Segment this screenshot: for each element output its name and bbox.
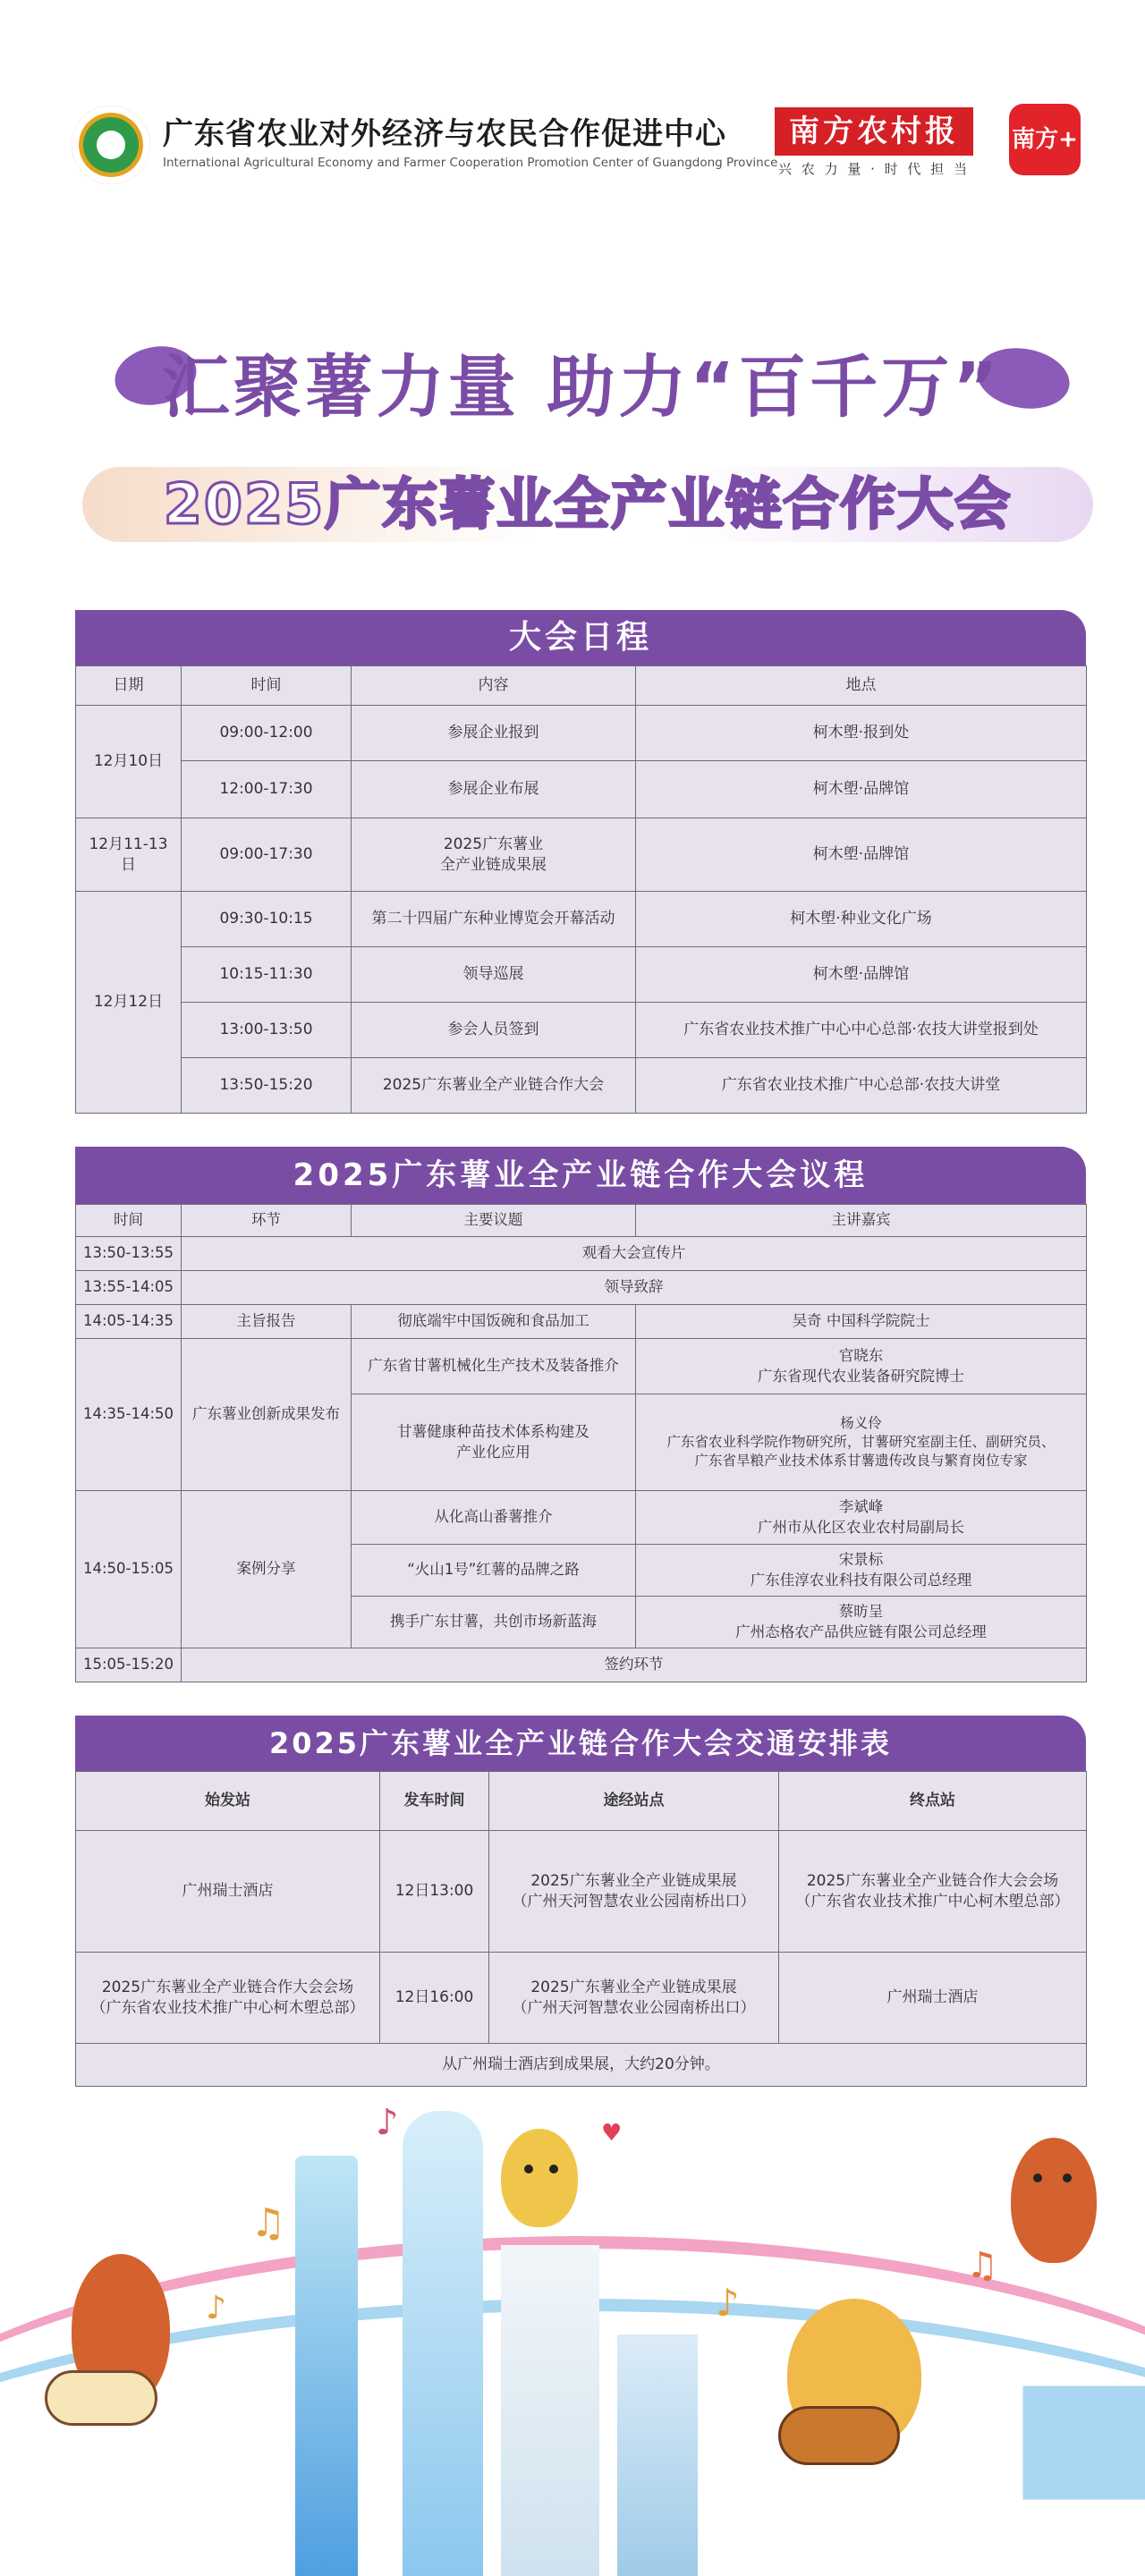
canton-tower-icon: [403, 2111, 483, 2576]
table-header-row: [76, 1205, 1087, 1237]
col-header: 终点站: [779, 1772, 1087, 1831]
guitar-icon: [778, 2406, 900, 2465]
time-cell: 09:00-12:00: [182, 706, 352, 761]
col-header: 途经站点: [489, 1772, 779, 1831]
time-cell: 12日16:00: [380, 1953, 489, 2044]
guitar-icon: [45, 2370, 157, 2426]
place-cell: 柯木塱·种业文化广场: [636, 892, 1087, 947]
schedule-title: 大会日程: [75, 610, 1086, 665]
newspaper-logo: 南方农村报: [775, 107, 973, 156]
eye-icon: [524, 2165, 533, 2174]
to-cell: 2025广东薯业全产业链合作大会会场 （广东省农业技术推广中心柯木塱总部）: [779, 1831, 1087, 1953]
place-cell: 柯木塱·报到处: [636, 706, 1087, 761]
topic-cell: “火山1号”红薯的品牌之路: [352, 1545, 636, 1597]
slogan: 汇聚薯力量 助力“百千万”: [161, 347, 1002, 427]
table-row: [76, 1953, 1087, 2044]
time-cell: 13:55-14:05: [76, 1271, 182, 1305]
transport-title: 2025广东薯业全产业链合作大会交通安排表: [75, 1716, 1086, 1771]
time-cell: 13:00-13:50: [182, 1003, 352, 1058]
content-cell: 参展企业布展: [352, 761, 636, 818]
speaker-cell: 杨义伶 广东省农业科学院作物研究所，甘薯研究室副主任、副研究员、 广东省旱粮产业技术体系甘薯遗传改良与繁育岗位专家: [636, 1394, 1087, 1491]
music-note-icon: ♫: [966, 2245, 998, 2286]
speaker-cell: 吴奇 中国科学院院士: [636, 1305, 1087, 1339]
segment-cell: 广东薯业创新成果发布: [182, 1339, 352, 1491]
date-cell: 12月10日: [76, 706, 182, 818]
tower-icon: [295, 2156, 358, 2576]
segment-cell: 案例分享: [182, 1491, 352, 1648]
segment-cell: 主旨报告: [182, 1305, 352, 1339]
speaker-cell: 李斌峰 广州市从化区农业农村局副局长: [636, 1491, 1087, 1545]
potato-mascot-icon: [501, 2129, 578, 2227]
newspaper-slogan: 兴 农 力 量 · 时 代 担 当: [778, 161, 970, 177]
table-row: [76, 1058, 1087, 1114]
table-row: [76, 1237, 1087, 1271]
table-row: [76, 1831, 1087, 1953]
topic-cell: 甘薯健康种苗技术体系构建及 产业化应用: [352, 1394, 636, 1491]
content-cell: 第二十四届广东种业博览会开幕活动: [352, 892, 636, 947]
time-cell: 14:35-14:50: [76, 1339, 182, 1491]
heart-icon: ♥: [601, 2120, 623, 2147]
from-cell: 2025广东薯业全产业链合作大会会场 （广东省农业技术推广中心柯木塱总部）: [76, 1953, 380, 2044]
building-icon: [617, 2334, 698, 2576]
table-row: [76, 2044, 1087, 2087]
col-header: 地点: [636, 666, 1087, 706]
org-name-cn: 广东省农业对外经济与农民合作促进中心: [163, 116, 726, 152]
merged-cell: 签约环节: [182, 1648, 1087, 1682]
time-cell: 10:15-11:30: [182, 947, 352, 1003]
place-cell: 柯木塱·品牌馆: [636, 761, 1087, 818]
col-header: 时间: [182, 666, 352, 706]
content-cell: 2025广东薯业全产业链合作大会: [352, 1058, 636, 1114]
table-row: [76, 1271, 1087, 1305]
main-title: 2025广东薯业全产业链合作大会: [163, 471, 1013, 537]
music-note-icon: ♫: [250, 2200, 286, 2246]
col-header: 始发站: [76, 1772, 380, 1831]
date-cell: 12月12日: [76, 892, 182, 1114]
time-cell: 09:30-10:15: [182, 892, 352, 947]
time-cell: 09:00-17:30: [182, 818, 352, 892]
content-cell: 参会人员签到: [352, 1003, 636, 1058]
table-row: [76, 706, 1087, 761]
col-header: 时间: [76, 1205, 182, 1237]
from-cell: 广州瑞士酒店: [76, 1831, 380, 1953]
table-row: [76, 1491, 1087, 1545]
place-cell: 柯木塱·品牌馆: [636, 818, 1087, 892]
time-cell: 12日13:00: [380, 1831, 489, 1953]
table-row: [76, 892, 1087, 947]
music-note-icon: ♪: [376, 2102, 399, 2143]
col-header: 主要议题: [352, 1205, 636, 1237]
topic-cell: 携手广东甘薯，共创市场新蓝海: [352, 1597, 636, 1648]
time-cell: 14:50-15:05: [76, 1491, 182, 1648]
footer-illustration: [0, 2102, 1145, 2576]
col-header: 内容: [352, 666, 636, 706]
table-row: [76, 1648, 1087, 1682]
table-header-row: [76, 1772, 1087, 1831]
speaker-cell: 宋景标 广东佳淳农业科技有限公司总经理: [636, 1545, 1087, 1597]
table-row: [76, 818, 1087, 892]
eye-icon: [1033, 2174, 1042, 2182]
to-cell: 广州瑞士酒店: [779, 1953, 1087, 2044]
table-row: [76, 947, 1087, 1003]
table-row: [76, 1305, 1087, 1339]
transport-note: 从广州瑞士酒店到成果展，大约20分钟。: [76, 2044, 1087, 2087]
topic-cell: 彻底端牢中国饭碗和食品加工: [352, 1305, 636, 1339]
table-row: [76, 1003, 1087, 1058]
org-name-en: International Agricultural Economy and Farmer Cooperation Promotion Center of Guangdong Province: [163, 156, 778, 170]
potato-mascot-icon: [1011, 2138, 1097, 2263]
table-row: [76, 1339, 1087, 1394]
building-icon: [501, 2245, 599, 2576]
music-note-icon: ♪: [206, 2290, 226, 2326]
content-cell: 2025广东薯业 全产业链成果展: [352, 818, 636, 892]
agenda-title: 2025广东薯业全产业链合作大会议程: [75, 1147, 1086, 1204]
time-cell: 14:05-14:35: [76, 1305, 182, 1339]
app-logo: 南方+: [1009, 104, 1081, 175]
content-cell: 参展企业报到: [352, 706, 636, 761]
agenda-table: [75, 1204, 1087, 1682]
table-header-row: [76, 666, 1087, 706]
col-header: 环节: [182, 1205, 352, 1237]
time-cell: 13:50-15:20: [182, 1058, 352, 1114]
via-cell: 2025广东薯业全产业链成果展 （广州天河智慧农业公园南桥出口）: [489, 1831, 779, 1953]
schedule-table: [75, 665, 1087, 1114]
content-cell: 领导巡展: [352, 947, 636, 1003]
time-cell: 13:50-13:55: [76, 1237, 182, 1271]
date-cell: 12月11-13日: [76, 818, 182, 892]
org-logo-center: [97, 131, 125, 159]
time-cell: 12:00-17:30: [182, 761, 352, 818]
place-cell: 广东省农业技术推广中心总部·农技大讲堂: [636, 1058, 1087, 1114]
speaker-cell: 蔡昉呈 广州态格农产品供应链有限公司总经理: [636, 1597, 1087, 1648]
topic-cell: 广东省甘薯机械化生产技术及装备推介: [352, 1339, 636, 1394]
eye-icon: [1063, 2174, 1072, 2182]
place-cell: 柯木塱·品牌馆: [636, 947, 1087, 1003]
col-header: 发车时间: [380, 1772, 489, 1831]
merged-cell: 观看大会宣传片: [182, 1237, 1087, 1271]
via-cell: 2025广东薯业全产业链成果展 （广州天河智慧农业公园南桥出口）: [489, 1953, 779, 2044]
col-header: 日期: [76, 666, 182, 706]
col-header: 主讲嘉宾: [636, 1205, 1087, 1237]
table-row: [76, 761, 1087, 818]
speaker-cell: 官晓东 广东省现代农业装备研究院博士: [636, 1339, 1087, 1394]
music-note-icon: ♪: [716, 2281, 740, 2325]
topic-cell: 从化高山番薯推介: [352, 1491, 636, 1545]
merged-cell: 领导致辞: [182, 1271, 1087, 1305]
eye-icon: [549, 2165, 558, 2174]
place-cell: 广东省农业技术推广中心中心总部·农技大讲堂报到处: [636, 1003, 1087, 1058]
time-cell: 15:05-15:20: [76, 1648, 182, 1682]
transport-table: [75, 1771, 1087, 2087]
